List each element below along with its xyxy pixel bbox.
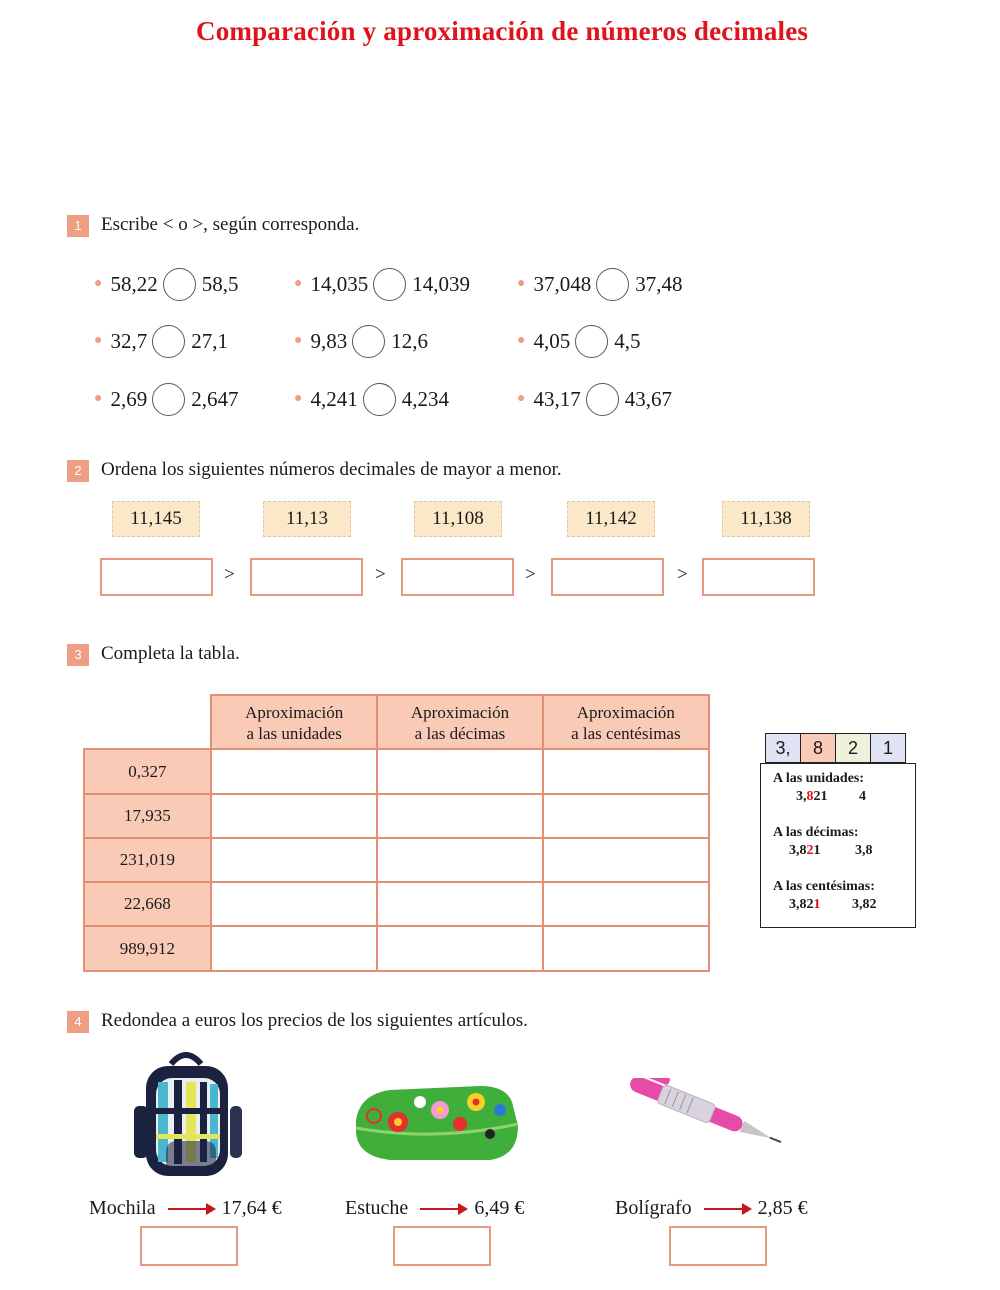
answer-cell[interactable] — [377, 749, 542, 794]
answer-cell[interactable] — [543, 838, 709, 882]
reference-tenths-label: A las décimas: — [773, 825, 859, 840]
comparison-right: 14,039 — [412, 271, 470, 296]
order-answer-box[interactable] — [401, 558, 514, 596]
comparison-left: 4,05 — [533, 328, 571, 353]
rounded-price-answer-box[interactable] — [393, 1226, 491, 1266]
column-header-line: Aproximación — [410, 702, 510, 722]
answer-cell[interactable] — [211, 926, 377, 971]
table-row — [84, 882, 709, 926]
comparison-right: 4,5 — [614, 328, 641, 353]
number-chip: 11,138 — [722, 501, 810, 537]
order-answer-box[interactable] — [100, 558, 213, 596]
reference-tenths-example — [789, 843, 821, 859]
comparison-left: 4,241 — [310, 386, 358, 411]
comparison-answer-circle[interactable] — [163, 268, 196, 301]
item-name: Bolígrafo — [615, 1197, 692, 1219]
row-number: 22,668 — [84, 882, 211, 926]
bullet-icon: ● — [294, 276, 303, 291]
price-line-boligrafo — [615, 1197, 808, 1220]
column-header-hundredths — [543, 695, 709, 750]
comparison-left: 43,17 — [533, 386, 581, 411]
item-name: Estuche — [345, 1197, 409, 1219]
exercise-2-number: 2 — [67, 460, 89, 482]
price-line-estuche — [345, 1197, 524, 1220]
comparison-answer-circle[interactable] — [363, 383, 396, 416]
comparison-answer-circle[interactable] — [575, 325, 608, 358]
bullet-icon: ● — [94, 276, 103, 291]
bullet-icon: ● — [517, 276, 526, 291]
order-answer-box[interactable] — [702, 558, 815, 596]
comparison-left: 58,22 — [110, 271, 158, 296]
comparison-right: 2,647 — [191, 386, 239, 411]
reference-digit-strip — [766, 733, 906, 763]
reference-digit: 8 — [800, 733, 836, 763]
reference-digit: 2 — [835, 733, 871, 763]
exercise-4-number: 4 — [67, 1011, 89, 1033]
ref-digit-highlight: 8 — [806, 789, 814, 804]
comparison-right: 12,6 — [391, 328, 428, 353]
reference-hundredths-result: 3,82 — [852, 897, 877, 912]
ref-digits-post: 21 — [813, 789, 828, 804]
answer-cell[interactable] — [543, 794, 709, 838]
comparison-left: 32,7 — [110, 328, 148, 353]
answer-cell[interactable] — [211, 794, 377, 838]
rounding-reference-box — [760, 763, 916, 928]
reference-hundredths-example — [789, 897, 821, 913]
item-price: 17,64 € — [221, 1197, 282, 1219]
comparison-right: 4,234 — [401, 386, 449, 411]
answer-cell[interactable] — [211, 749, 377, 794]
table-row — [84, 749, 709, 794]
answer-cell[interactable] — [377, 926, 542, 971]
comparison-answer-circle[interactable] — [152, 383, 185, 416]
comparison-item — [94, 267, 238, 301]
bullet-icon: ● — [94, 333, 103, 348]
comparison-left: 37,048 — [533, 271, 592, 296]
table-row — [84, 838, 709, 882]
greater-than-sign: > — [525, 564, 536, 585]
reference-units-label: A las unidades: — [773, 771, 865, 786]
comparison-left: 9,83 — [310, 328, 348, 353]
exercise-4-instruction: Redondea a euros los precios de los siguientes artículos. — [101, 1010, 528, 1031]
greater-than-sign: > — [224, 564, 235, 585]
ref-digits-pre: 3,82 — [789, 897, 814, 912]
arrow-right-icon — [168, 1208, 214, 1210]
price-line-mochila — [89, 1197, 282, 1220]
item-name: Mochila — [89, 1197, 156, 1219]
exercise-1-instruction: Escribe < o >, según corresponda. — [101, 214, 360, 235]
comparison-right: 27,1 — [191, 328, 228, 353]
answer-cell[interactable] — [377, 882, 542, 926]
comparison-item — [94, 324, 228, 358]
row-number: 231,019 — [84, 838, 211, 882]
ref-digit-highlight: 2 — [806, 843, 814, 858]
comparison-right: 37,48 — [635, 271, 683, 296]
page-title: Comparación y aproximación de números decimales — [196, 16, 809, 46]
answer-cell[interactable] — [377, 838, 542, 882]
bullet-icon: ● — [94, 391, 103, 406]
comparison-answer-circle[interactable] — [586, 383, 619, 416]
approximation-table — [83, 748, 710, 972]
arrow-right-icon — [704, 1208, 750, 1210]
pen-icon — [616, 1078, 798, 1150]
column-header-line: a las centésimas — [571, 723, 681, 743]
exercise-2-instruction: Ordena los siguientes números decimales de mayor a menor. — [101, 459, 562, 480]
table-row — [84, 926, 709, 971]
ref-digits-pre: 3, — [796, 789, 807, 804]
item-price: 6,49 € — [474, 1197, 525, 1219]
approximation-table-header — [210, 694, 710, 751]
backpack-icon — [126, 1046, 246, 1186]
reference-units-result: 4 — [859, 789, 866, 804]
bullet-icon: ● — [294, 391, 303, 406]
reference-hundredths-label: A las centésimas: — [773, 879, 875, 894]
reference-units-example — [796, 789, 828, 805]
row-number: 0,327 — [84, 749, 211, 794]
answer-cell[interactable] — [211, 838, 377, 882]
answer-cell[interactable] — [543, 926, 709, 971]
comparison-answer-circle[interactable] — [596, 268, 629, 301]
comparison-item — [294, 382, 449, 416]
item-price: 2,85 € — [757, 1197, 808, 1219]
answer-cell[interactable] — [211, 882, 377, 926]
column-header-line: a las décimas — [414, 723, 506, 743]
comparison-item — [517, 324, 640, 358]
ref-digit-highlight: 1 — [813, 897, 821, 912]
order-answer-box[interactable] — [551, 558, 664, 596]
number-chip: 11,142 — [567, 501, 655, 537]
exercise-3-instruction: Completa la tabla. — [101, 643, 240, 664]
exercise-3-number: 3 — [67, 644, 89, 666]
ref-digits-post: 1 — [813, 843, 821, 858]
column-header-units — [211, 695, 377, 750]
row-number: 17,935 — [84, 794, 211, 838]
number-chip: 11,108 — [414, 501, 502, 537]
answer-cell[interactable] — [543, 749, 709, 794]
comparison-item — [294, 267, 470, 301]
greater-than-sign: > — [375, 564, 386, 585]
comparison-answer-circle[interactable] — [152, 325, 185, 358]
bullet-icon: ● — [517, 333, 526, 348]
number-chip: 11,13 — [263, 501, 351, 537]
row-number: 989,912 — [84, 926, 211, 971]
column-header-tenths — [377, 695, 542, 750]
comparison-item — [517, 267, 682, 301]
rounded-price-answer-box[interactable] — [140, 1226, 238, 1266]
comparison-answer-circle[interactable] — [352, 325, 385, 358]
bullet-icon: ● — [517, 391, 526, 406]
comparison-right: 43,67 — [624, 386, 672, 411]
column-header-line: Aproximación — [245, 702, 344, 722]
exercise-1-number: 1 — [67, 215, 89, 237]
ref-digits-pre: 3,8 — [789, 843, 807, 858]
comparison-item — [294, 324, 428, 358]
table-row — [84, 794, 709, 838]
comparison-answer-circle[interactable] — [373, 268, 406, 301]
comparison-left: 2,69 — [110, 386, 148, 411]
comparison-item — [94, 382, 238, 416]
reference-digit: 3, — [765, 733, 801, 763]
column-header-line: Aproximación — [576, 702, 675, 722]
reference-digit: 1 — [870, 733, 906, 763]
rounded-price-answer-box[interactable] — [669, 1226, 767, 1266]
order-answer-box[interactable] — [250, 558, 363, 596]
number-chip: 11,145 — [112, 501, 200, 537]
comparison-right: 58,5 — [201, 271, 239, 296]
greater-than-sign: > — [677, 564, 688, 585]
comparison-left: 14,035 — [310, 271, 369, 296]
column-header-line: a las unidades — [246, 723, 342, 743]
pencil-case-icon — [350, 1080, 522, 1166]
arrow-right-icon — [420, 1208, 466, 1210]
bullet-icon: ● — [294, 333, 303, 348]
comparison-item — [517, 382, 672, 416]
answer-cell[interactable] — [377, 794, 542, 838]
reference-tenths-result: 3,8 — [855, 843, 873, 858]
answer-cell[interactable] — [543, 882, 709, 926]
